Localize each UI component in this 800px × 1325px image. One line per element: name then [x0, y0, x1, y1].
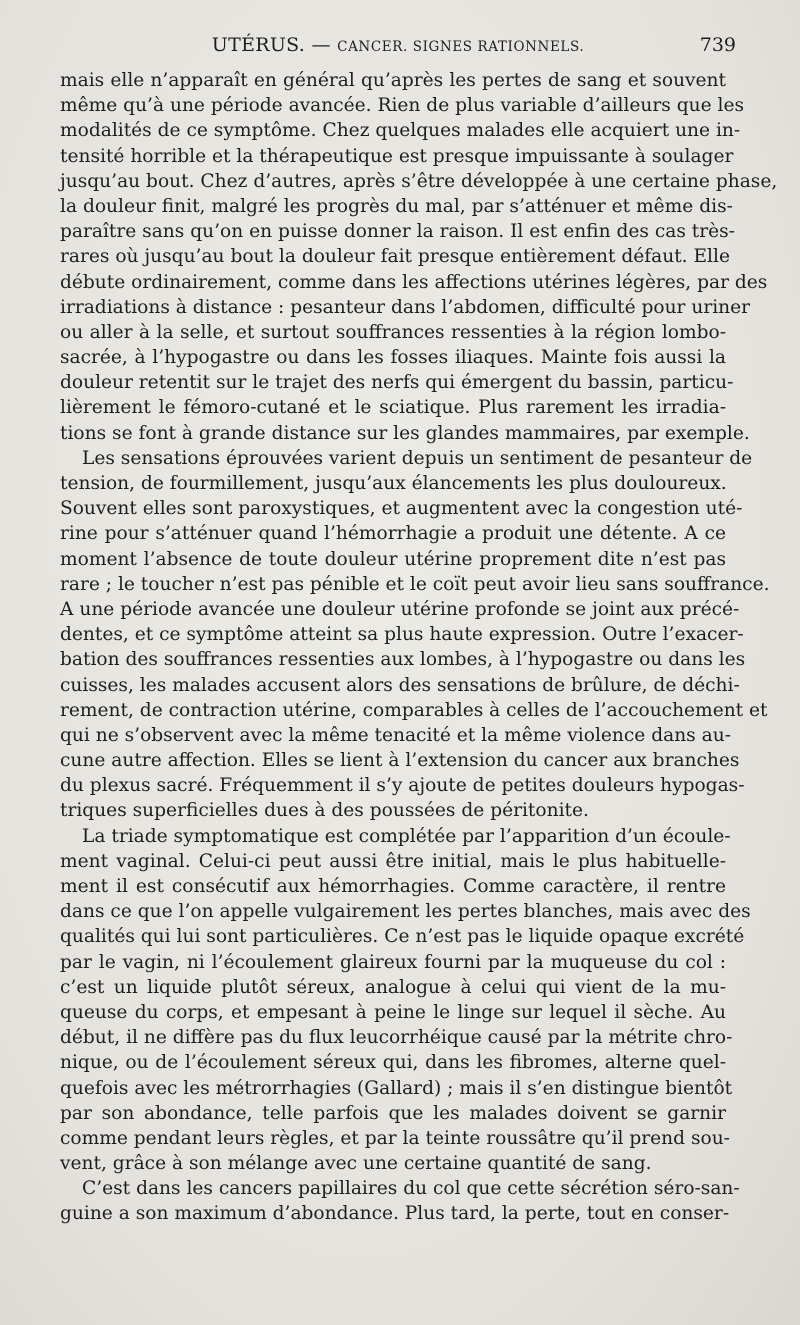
page-header [60, 34, 736, 60]
text-line: queuse du corps, et empesant à peine le linge sur lequel il sèche. Au [60, 1001, 726, 1023]
text-line: ment il est consécutif aux hémorrhagies. Comme caractère, il rentre [60, 876, 726, 897]
text-line: La triade symptomatique est complétée par l’apparition d’un écoule- [82, 825, 731, 847]
text-line: dans ce que l’on appelle vulgairement les pertes blanches, mais avec des [60, 901, 751, 923]
running-separator: — [311, 34, 331, 56]
paragraph [60, 824, 751, 1177]
text-line: rare ; le toucher n’est pas pénible et le coït peut avoir lieu sans souffrance. [60, 573, 770, 595]
text-line: rine pour s’atténuer quand l’hémorrhagie a produit une détente. A ce [60, 523, 726, 545]
text-line: triques superficielles dues à des poussées de péritonite. [60, 800, 589, 822]
text-line: tions se font à grande distance sur les glandes mammaires, par exemple. [60, 422, 750, 444]
text-line: tension, de fourmillement, jusqu’aux élancements les plus douloureux. [60, 473, 727, 494]
text-line: rement, de contraction utérine, comparables à celles de l’accouchement et [60, 699, 768, 721]
text-line: irradiations à distance : pesanteur dans l’abdomen, difficulté pour uriner [60, 296, 751, 318]
running-subtitle: CANCER. SIGNES RATIONNELS. [337, 39, 585, 55]
text-line: du plexus sacré. Fréquemment il s’y ajoute de petites douleurs hypogas- [60, 775, 745, 797]
text-line: quefois avec les métrorrhagies (Gallard) ; mais il s’en distingue bientôt [60, 1077, 733, 1099]
text-line: jusqu’au bout. Chez d’autres, après s’être développée à une certaine phase, [60, 170, 778, 192]
text-line: début, il ne diffère pas du flux leucorrhéique causé par la métrite chro- [60, 1027, 733, 1049]
text-line: ment vaginal. Celui-ci peut aussi être initial, mais le plus habituelle- [60, 850, 726, 872]
page-body [60, 68, 778, 1227]
text-line: modalités de ce symptôme. Chez quelques malades elle acquiert une in- [60, 120, 741, 142]
text-line: vent, grâce à son mélange avec une certaine quantité de sang. [60, 1153, 652, 1175]
page-number: 739 [699, 34, 736, 56]
running-title: UTÉRUS. [211, 34, 306, 56]
text-line: par son abondance, telle parfois que les malades doivent se garnir [60, 1102, 726, 1124]
running-head [60, 34, 736, 56]
text-line: comme pendant leurs règles, et par la teinte roussâtre qu’il prend sou- [60, 1127, 730, 1149]
text-line: dentes, et ce symptôme atteint sa plus haute expression. Outre l’exacer- [60, 624, 744, 646]
text-line: cuisses, les malades accusent alors des sensations de brûlure, de déchi- [60, 674, 740, 696]
text-line: ou aller à la selle, et surtout souffrances ressenties à la région lombo- [60, 321, 726, 343]
text-line: Les sensations éprouvées varient depuis un sentiment de pesanteur de [82, 447, 753, 469]
text-line: Souvent elles sont paroxystiques, et augmentent avec la congestion uté- [60, 498, 743, 520]
text-line: guine a son maximum d’abondance. Plus tard, la perte, tout en conser- [60, 1203, 730, 1225]
text-line: mais elle n’apparaît en général qu’après les pertes de sang et souvent [60, 70, 726, 91]
text-line: rares où jusqu’au bout la douleur fait presque entièrement défaut. Elle [60, 246, 730, 268]
text-line: débute ordinairement, comme dans les affections utérines légères, par des [60, 271, 768, 293]
text-line: par le vagin, ni l’écoulement glaireux fourni par la muqueuse du col : [60, 951, 726, 973]
text-line: qualités qui lui sont particulières. Ce n’est pas le liquide opaque excrété [60, 926, 745, 948]
text-line: la douleur finit, malgré les progrès du mal, par s’atténuer et même dis- [60, 195, 733, 217]
text-line: tensité horrible et la thérapeutique est presque impuissante à soulager [60, 145, 734, 167]
text-line: bation des souffrances ressenties aux lombes, à l’hypogastre ou dans les [60, 649, 746, 671]
text-line: même qu’à une période avancée. Rien de plus variable d’ailleurs que les [60, 95, 745, 117]
text-line: sacrée, à l’hypogastre ou dans les fosses iliaques. Mainte fois aussi la [60, 347, 726, 369]
text-line: nique, ou de l’écoulement séreux qui, dans les fibromes, alterne quel- [60, 1052, 726, 1074]
text-line: A une période avancée une douleur utérine profonde se joint aux précé- [60, 598, 740, 620]
text-line: C’est dans les cancers papillaires du col que cette sécrétion séro-san- [82, 1178, 740, 1200]
text-line: cune autre affection. Elles se lient à l’extension du cancer aux branches [60, 750, 740, 772]
text-line: c’est un liquide plutôt séreux, analogue à celui qui vient de la mu- [60, 976, 726, 998]
text-line: douleur retentit sur le trajet des nerfs qui émergent du bassin, particu- [60, 372, 734, 394]
text-line: moment l’absence de toute douleur utérine proprement dite n’est pas [60, 548, 726, 570]
text-line: paraître sans qu’on en puisse donner la raison. Il est enfin des cas très- [60, 221, 735, 243]
text-line: qui ne s’observent avec la même tenacité et la même violence dans au- [60, 724, 731, 746]
paragraph [60, 446, 770, 824]
text-line: lièrement le fémoro-cutané et le sciatique. Plus rarement les irradia- [60, 397, 726, 419]
paragraph [60, 1176, 740, 1226]
paragraph [60, 68, 778, 446]
